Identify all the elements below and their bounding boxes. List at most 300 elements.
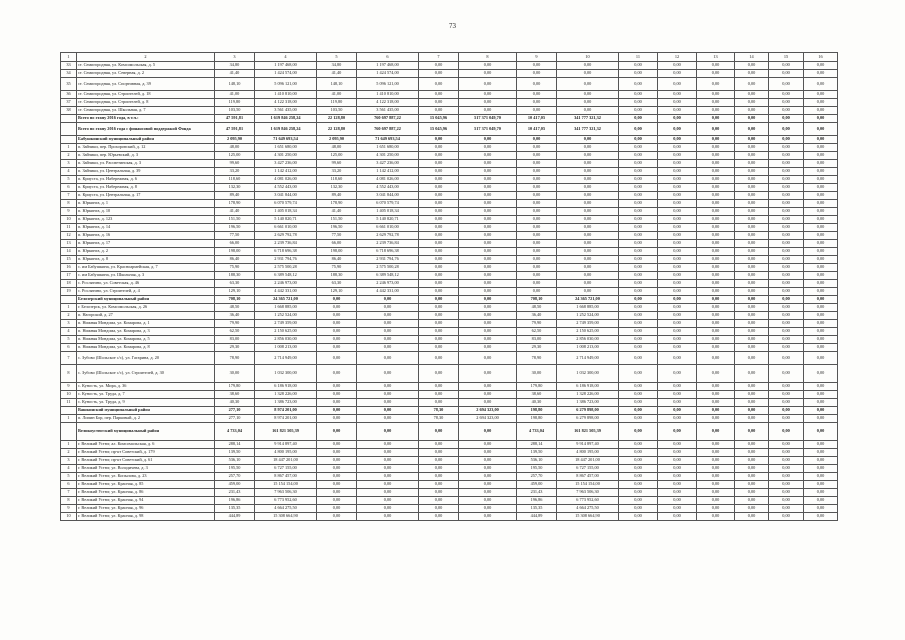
table-cell: 0,00 — [697, 383, 735, 391]
table-cell: 0,00 — [735, 232, 769, 240]
table-cell: 33,20 — [215, 168, 255, 176]
table-cell: 2 714 949,00 — [255, 352, 317, 365]
table-cell: 0,00 — [658, 123, 697, 136]
table-cell: 0,00 — [459, 160, 517, 168]
address-cell: г. Великий Устюг, ул. Красная, д. 96 — [77, 505, 215, 513]
address-cell: с. Куность, ул. Труда, д. 9 — [77, 399, 215, 407]
table-cell: 0,00 — [517, 107, 557, 115]
table-cell: 0,00 — [804, 423, 838, 441]
table-cell: 6 186 918,00 — [255, 383, 317, 391]
table-cell: 36,40 — [517, 312, 557, 320]
table-cell: 1 410 810,00 — [255, 91, 317, 99]
table-cell: 0,00 — [357, 407, 419, 415]
table-cell: 0,00 — [419, 513, 459, 521]
table-cell: 89,40 — [317, 192, 357, 200]
table-cell: 0,00 — [459, 70, 517, 78]
table-cell: 0,00 — [619, 160, 658, 168]
table-cell: 0,00 — [804, 320, 838, 328]
table-cell: 0,00 — [317, 383, 357, 391]
table-cell: 0,00 — [804, 232, 838, 240]
table-cell: 0,00 — [419, 224, 459, 232]
row-number-cell: 15 — [61, 256, 77, 264]
address-cell: п. Криуста, ул. Набережная, д. 6 — [77, 176, 215, 184]
table-cell: 0,00 — [459, 264, 517, 272]
table-cell: 4 800 195,00 — [255, 449, 317, 457]
table-cell: 1 410 810,00 — [357, 91, 419, 99]
table-cell: 0,00 — [769, 336, 804, 344]
row-number-cell: 6 — [61, 481, 77, 489]
table-cell: 15 045,96 — [419, 123, 459, 136]
table-cell: 1 142 412,00 — [357, 168, 419, 176]
table-cell: 0,00 — [658, 115, 697, 123]
table-cell: 708,10 — [215, 296, 255, 304]
table-cell: 2 095,90 — [317, 136, 357, 144]
table-cell: 6 661 010,00 — [357, 224, 419, 232]
table-cell: 0,00 — [557, 184, 619, 192]
table-cell: 0,00 — [769, 312, 804, 320]
column-number-cell: 11 — [619, 53, 658, 62]
table-cell: 0,00 — [697, 344, 735, 352]
table-cell: 0,00 — [804, 224, 838, 232]
table-cell: 48,00 — [215, 144, 255, 152]
table-cell: 0,00 — [419, 365, 459, 383]
table-cell: 0,00 — [419, 280, 459, 288]
table-cell: 2 150 625,00 — [255, 328, 317, 336]
table-cell: 2 239 736,84 — [255, 240, 317, 248]
table-cell: 0,00 — [697, 91, 735, 99]
table-cell: 0,00 — [658, 344, 697, 352]
table-cell: 0,00 — [557, 144, 619, 152]
table-cell: 41,40 — [215, 208, 255, 216]
table-cell: 0,00 — [459, 344, 517, 352]
table-cell: 15 308 664,90 — [255, 513, 317, 521]
table-cell: 0,00 — [517, 144, 557, 152]
row-number-cell: 38 — [61, 107, 77, 115]
table-cell: 0,00 — [419, 481, 459, 489]
table-cell: 0,00 — [735, 505, 769, 513]
row-number-cell: 6 — [61, 344, 77, 352]
table-cell: 0,00 — [419, 160, 459, 168]
table-cell: 0,00 — [658, 513, 697, 521]
table-cell: 0,00 — [619, 78, 658, 91]
table-cell: 4 301 250,00 — [357, 152, 419, 160]
section-title-cell: Бабушкинский муниципальный район — [77, 136, 215, 144]
table-cell: 0,00 — [735, 224, 769, 232]
table-cell: 0,00 — [804, 449, 838, 457]
table-cell: 0,00 — [517, 168, 557, 176]
table-cell: 277,10 — [215, 407, 255, 415]
table-cell: 178,90 — [215, 200, 255, 208]
row-number-cell — [61, 407, 77, 415]
table-cell: 0,00 — [658, 144, 697, 152]
table-cell: 0,00 — [619, 336, 658, 344]
table-cell: 0,00 — [804, 208, 838, 216]
table-cell: 0,00 — [735, 78, 769, 91]
table-cell: 0,00 — [658, 232, 697, 240]
table-cell: 24 365 721,00 — [557, 296, 619, 304]
table-cell: 0,00 — [419, 107, 459, 115]
table-cell: 0,00 — [317, 465, 357, 473]
table-cell: 0,00 — [459, 465, 517, 473]
table-cell: 4 081 026,00 — [357, 176, 419, 184]
table-cell: 0,00 — [619, 441, 658, 449]
table-cell: 0,00 — [619, 352, 658, 365]
table-cell: 0,00 — [357, 415, 419, 423]
table-cell: 0,00 — [804, 312, 838, 320]
row-number-cell: 7 — [61, 352, 77, 365]
table-summary-row — [61, 423, 838, 441]
table-cell: 0,00 — [459, 224, 517, 232]
table-row — [61, 481, 838, 489]
table-cell: 0,00 — [419, 304, 459, 312]
table-cell: 0,00 — [658, 184, 697, 192]
table-row — [61, 473, 838, 481]
table-cell: 0,00 — [697, 123, 735, 136]
table-cell: 15 045,96 — [419, 115, 459, 123]
table-cell: 0,00 — [517, 176, 557, 184]
table-cell: 0,00 — [769, 497, 804, 505]
row-number-cell: 2 — [61, 312, 77, 320]
address-cell: п. Юркинга, д. 8 — [77, 256, 215, 264]
table-cell: 0,00 — [357, 344, 419, 352]
table-cell: 0,00 — [557, 264, 619, 272]
column-number-cell: 15 — [769, 53, 804, 62]
table-cell: 0,00 — [317, 415, 357, 423]
address-cell: с. Рослятино, ул. Строителей, д. 4 — [77, 288, 215, 296]
table-row — [61, 288, 838, 296]
table-cell: 0,00 — [619, 489, 658, 497]
table-cell: 15 308 664,90 — [557, 513, 619, 521]
table-cell: 0,00 — [658, 160, 697, 168]
table-cell: 0,00 — [619, 497, 658, 505]
table-cell: 0,00 — [517, 200, 557, 208]
table-cell: 0,00 — [804, 91, 838, 99]
table-cell: 0,00 — [804, 399, 838, 407]
table-cell: 0,00 — [697, 240, 735, 248]
table-cell: 0,00 — [735, 473, 769, 481]
table-row — [61, 336, 838, 344]
row-number-cell: 16 — [61, 264, 77, 272]
table-cell: 0,00 — [619, 248, 658, 256]
table-cell: 459,00 — [215, 481, 255, 489]
table-cell: 2 856 030,00 — [557, 336, 619, 344]
table-cell: 0,00 — [697, 328, 735, 336]
table-cell: 29,30 — [517, 344, 557, 352]
table-cell: 0,00 — [769, 216, 804, 224]
table-cell: 0,00 — [697, 365, 735, 383]
table-cell: 0,00 — [619, 328, 658, 336]
table-cell: 151,50 — [317, 216, 357, 224]
table-cell: 0,00 — [735, 168, 769, 176]
table-cell: 7 963 506,30 — [255, 489, 317, 497]
table-cell: 62,50 — [517, 328, 557, 336]
table-cell: 0,00 — [769, 192, 804, 200]
row-number-cell: 4 — [61, 168, 77, 176]
table-cell: 0,00 — [658, 272, 697, 280]
table-cell: 0,00 — [619, 513, 658, 521]
row-number-cell: 1 — [61, 441, 77, 449]
table-cell: 195,50 — [215, 465, 255, 473]
table-cell: 0,00 — [459, 457, 517, 465]
table-cell: 4 664 275,50 — [255, 505, 317, 513]
table-cell: 34,80 — [215, 62, 255, 70]
table-cell: 0,00 — [658, 192, 697, 200]
table-row — [61, 176, 838, 184]
table-cell: 0,00 — [735, 144, 769, 152]
table-cell: 0,00 — [517, 264, 557, 272]
table-cell: 0,00 — [735, 497, 769, 505]
column-number-cell: 12 — [658, 53, 697, 62]
table-cell: 0,00 — [619, 320, 658, 328]
table-cell: 0,00 — [419, 192, 459, 200]
table-cell: 0,00 — [517, 240, 557, 248]
table-cell: 0,00 — [357, 336, 419, 344]
table-cell: 0,00 — [619, 344, 658, 352]
table-cell: 4 442 331,00 — [357, 288, 419, 296]
table-cell: 0,00 — [769, 264, 804, 272]
address-cell: п. Зайчики, ул. Рассветинская, д. 3 — [77, 160, 215, 168]
address-cell: г. Великий Устюг, пр-кт Советский, д. 61 — [77, 457, 215, 465]
table-cell: 3 561 435,00 — [357, 107, 419, 115]
row-number-cell: 4 — [61, 465, 77, 473]
table-cell: 0,00 — [619, 232, 658, 240]
table-cell: 2 575 500,28 — [255, 264, 317, 272]
table-cell: 63,30 — [317, 280, 357, 288]
table-cell: 0,00 — [697, 473, 735, 481]
table-cell: 0,00 — [697, 160, 735, 168]
table-cell: 0,00 — [769, 99, 804, 107]
row-number-cell: 37 — [61, 99, 77, 107]
table-cell: 0,00 — [804, 99, 838, 107]
table-cell: 6 773 952,60 — [255, 497, 317, 505]
table-cell: 0,00 — [735, 352, 769, 365]
table-cell: 0,00 — [658, 489, 697, 497]
table-cell: 0,00 — [619, 184, 658, 192]
table-cell: 0,00 — [459, 99, 517, 107]
row-number-cell: 36 — [61, 91, 77, 99]
table-row — [61, 280, 838, 288]
table-cell: 135,35 — [215, 505, 255, 513]
table-cell: 0,00 — [419, 272, 459, 280]
table-cell: 0,00 — [459, 280, 517, 288]
table-cell: 0,00 — [658, 264, 697, 272]
address-cell: г. Белозерск, ул. Комсомольская, д. 26 — [77, 304, 215, 312]
table-cell: 0,00 — [459, 144, 517, 152]
table-cell: 0,00 — [619, 62, 658, 70]
table-cell: 0,00 — [769, 152, 804, 160]
table-cell: 1 386 723,00 — [557, 399, 619, 407]
table-cell: 0,00 — [419, 256, 459, 264]
table-cell: 0,00 — [735, 391, 769, 399]
row-number-cell: 9 — [61, 383, 77, 391]
table-cell: 0,00 — [317, 457, 357, 465]
table-cell: 0,00 — [619, 365, 658, 383]
row-number-cell: 11 — [61, 399, 77, 407]
table-cell: 0,00 — [419, 457, 459, 465]
table-row — [61, 513, 838, 521]
table-cell: 0,00 — [317, 320, 357, 328]
address-cell: п. Липин Бор, пер. Парковый, д. 2 — [77, 415, 215, 423]
table-row — [61, 152, 838, 160]
table-row — [61, 168, 838, 176]
table-cell: 0,00 — [517, 99, 557, 107]
table-cell: 0,00 — [357, 320, 419, 328]
table-row — [61, 91, 838, 99]
table-cell: 0,00 — [804, 481, 838, 489]
table-cell: 3 427 236,00 — [357, 160, 419, 168]
table-cell: 0,00 — [804, 336, 838, 344]
table-cell: 0,00 — [517, 91, 557, 99]
table-cell: 0,00 — [735, 449, 769, 457]
table-cell: 257,70 — [215, 473, 255, 481]
table-cell: 0,00 — [419, 465, 459, 473]
table-cell: 63,30 — [215, 280, 255, 288]
table-cell: 66,00 — [317, 240, 357, 248]
table-cell: 179,80 — [517, 383, 557, 391]
table-cell: 0,00 — [658, 224, 697, 232]
table-cell: 3 041 844,00 — [255, 192, 317, 200]
table-cell: 30,00 — [215, 365, 255, 383]
table-cell: 0,00 — [317, 399, 357, 407]
column-number-cell: 6 — [357, 53, 419, 62]
row-number-cell: 8 — [61, 497, 77, 505]
table-cell: 0,00 — [419, 144, 459, 152]
table-cell: 2 575 500,28 — [357, 264, 419, 272]
table-cell: 1 032 300,00 — [255, 365, 317, 383]
table-cell: 0,00 — [804, 123, 838, 136]
table-cell: 0,00 — [697, 232, 735, 240]
table-cell: 1 197 468,00 — [357, 62, 419, 70]
table-cell: 0,00 — [459, 481, 517, 489]
table-cell: 0,00 — [557, 256, 619, 264]
table-cell: 0,00 — [619, 449, 658, 457]
table-cell: 4 733,04 — [517, 423, 557, 441]
table-cell: 0,00 — [658, 465, 697, 473]
table-cell: 2 629 792,78 — [255, 232, 317, 240]
table-cell: 459,00 — [517, 481, 557, 489]
table-cell: 3 561 435,00 — [255, 107, 317, 115]
table-cell: 125,00 — [215, 152, 255, 160]
table-cell: 0,00 — [317, 328, 357, 336]
address-cell: с. Куность, ул. Мира, д. 36 — [77, 383, 215, 391]
table-cell: 0,00 — [459, 391, 517, 399]
table-cell: 0,00 — [557, 99, 619, 107]
table-cell: 0,00 — [658, 365, 697, 383]
table-cell: 132,30 — [215, 184, 255, 192]
table-cell: 0,00 — [735, 256, 769, 264]
table-cell: 0,00 — [735, 248, 769, 256]
table-cell: 0,00 — [619, 465, 658, 473]
table-cell: 0,00 — [697, 280, 735, 288]
table-cell: 0,00 — [317, 304, 357, 312]
table-cell: 0,00 — [619, 123, 658, 136]
table-cell: 151,50 — [215, 216, 255, 224]
table-cell: 0,00 — [619, 91, 658, 99]
table-cell: 0,00 — [658, 457, 697, 465]
table-cell: 0,00 — [419, 489, 459, 497]
table-cell: 0,00 — [769, 449, 804, 457]
table-cell: 0,00 — [697, 304, 735, 312]
table-row — [61, 441, 838, 449]
table-cell: 0,00 — [619, 70, 658, 78]
table-cell: 0,00 — [658, 62, 697, 70]
table-cell: 0,00 — [697, 272, 735, 280]
table-cell: 0,00 — [459, 489, 517, 497]
table-cell: 125,00 — [317, 152, 357, 160]
table-cell: 0,00 — [697, 256, 735, 264]
table-cell: 0,00 — [459, 208, 517, 216]
table-cell: 0,00 — [459, 513, 517, 521]
table-cell: 0,00 — [419, 208, 459, 216]
table-cell: 0,00 — [459, 216, 517, 224]
table-cell: 517 371 049,70 — [459, 123, 517, 136]
table-cell: 0,00 — [697, 176, 735, 184]
table-cell: 0,00 — [317, 489, 357, 497]
table-cell: 0,00 — [804, 505, 838, 513]
table-cell: 0,00 — [419, 449, 459, 457]
table-cell: 0,00 — [517, 280, 557, 288]
table-cell: 0,00 — [557, 224, 619, 232]
address-cell: ст. Семигородняя, ул. Северная, д. 2 — [77, 70, 215, 78]
table-cell: 1 668 885,00 — [255, 304, 317, 312]
table-cell: 0,00 — [658, 168, 697, 176]
table-row — [61, 248, 838, 256]
column-number-cell: 16 — [804, 53, 838, 62]
table-cell: 5 140 820,71 — [255, 216, 317, 224]
table-cell: 0,00 — [697, 312, 735, 320]
address-cell: ст. Семигородняя, ул. Спортивная, д. 39 — [77, 78, 215, 91]
table-cell: 0,00 — [658, 78, 697, 91]
row-number-cell: 6 — [61, 184, 77, 192]
table-cell: 0,00 — [804, 407, 838, 415]
table-cell: 0,00 — [658, 312, 697, 320]
table-row — [61, 383, 838, 391]
table-cell: 0,00 — [769, 457, 804, 465]
table-cell: 0,00 — [419, 152, 459, 160]
table-cell: 288,14 — [215, 441, 255, 449]
table-cell: 0,00 — [619, 224, 658, 232]
table-cell: 0,00 — [804, 328, 838, 336]
table-cell: 0,00 — [619, 423, 658, 441]
table-cell: 78,90 — [215, 352, 255, 365]
table-cell: 0,00 — [619, 136, 658, 144]
table-cell: 18 447 201,00 — [557, 457, 619, 465]
table-cell: 77,50 — [317, 232, 357, 240]
row-number-cell: 12 — [61, 232, 77, 240]
table-cell: 0,00 — [357, 473, 419, 481]
table-cell: 30,00 — [517, 365, 557, 383]
row-number-cell: 10 — [61, 391, 77, 399]
table-cell: 760 697 887,22 — [357, 115, 419, 123]
table-cell: 4 122 318,00 — [357, 99, 419, 107]
table-cell: 0,00 — [658, 415, 697, 423]
table-row — [61, 465, 838, 473]
table-cell: 0,00 — [769, 91, 804, 99]
address-cell: п. Нижняя Мондома, ул. Комарова, д. 8 — [77, 344, 215, 352]
table-cell: 2 239 736,84 — [357, 240, 419, 248]
table-cell: 0,00 — [658, 176, 697, 184]
table-cell: 0,00 — [619, 296, 658, 304]
table-cell: 0,00 — [735, 304, 769, 312]
table-cell: 0,00 — [804, 264, 838, 272]
table-cell: 0,00 — [658, 107, 697, 115]
table-cell: 83,00 — [215, 336, 255, 344]
table-cell: 0,00 — [619, 168, 658, 176]
table-row — [61, 216, 838, 224]
table-cell: 0,00 — [459, 184, 517, 192]
table-cell: 0,00 — [804, 473, 838, 481]
table-row — [61, 192, 838, 200]
